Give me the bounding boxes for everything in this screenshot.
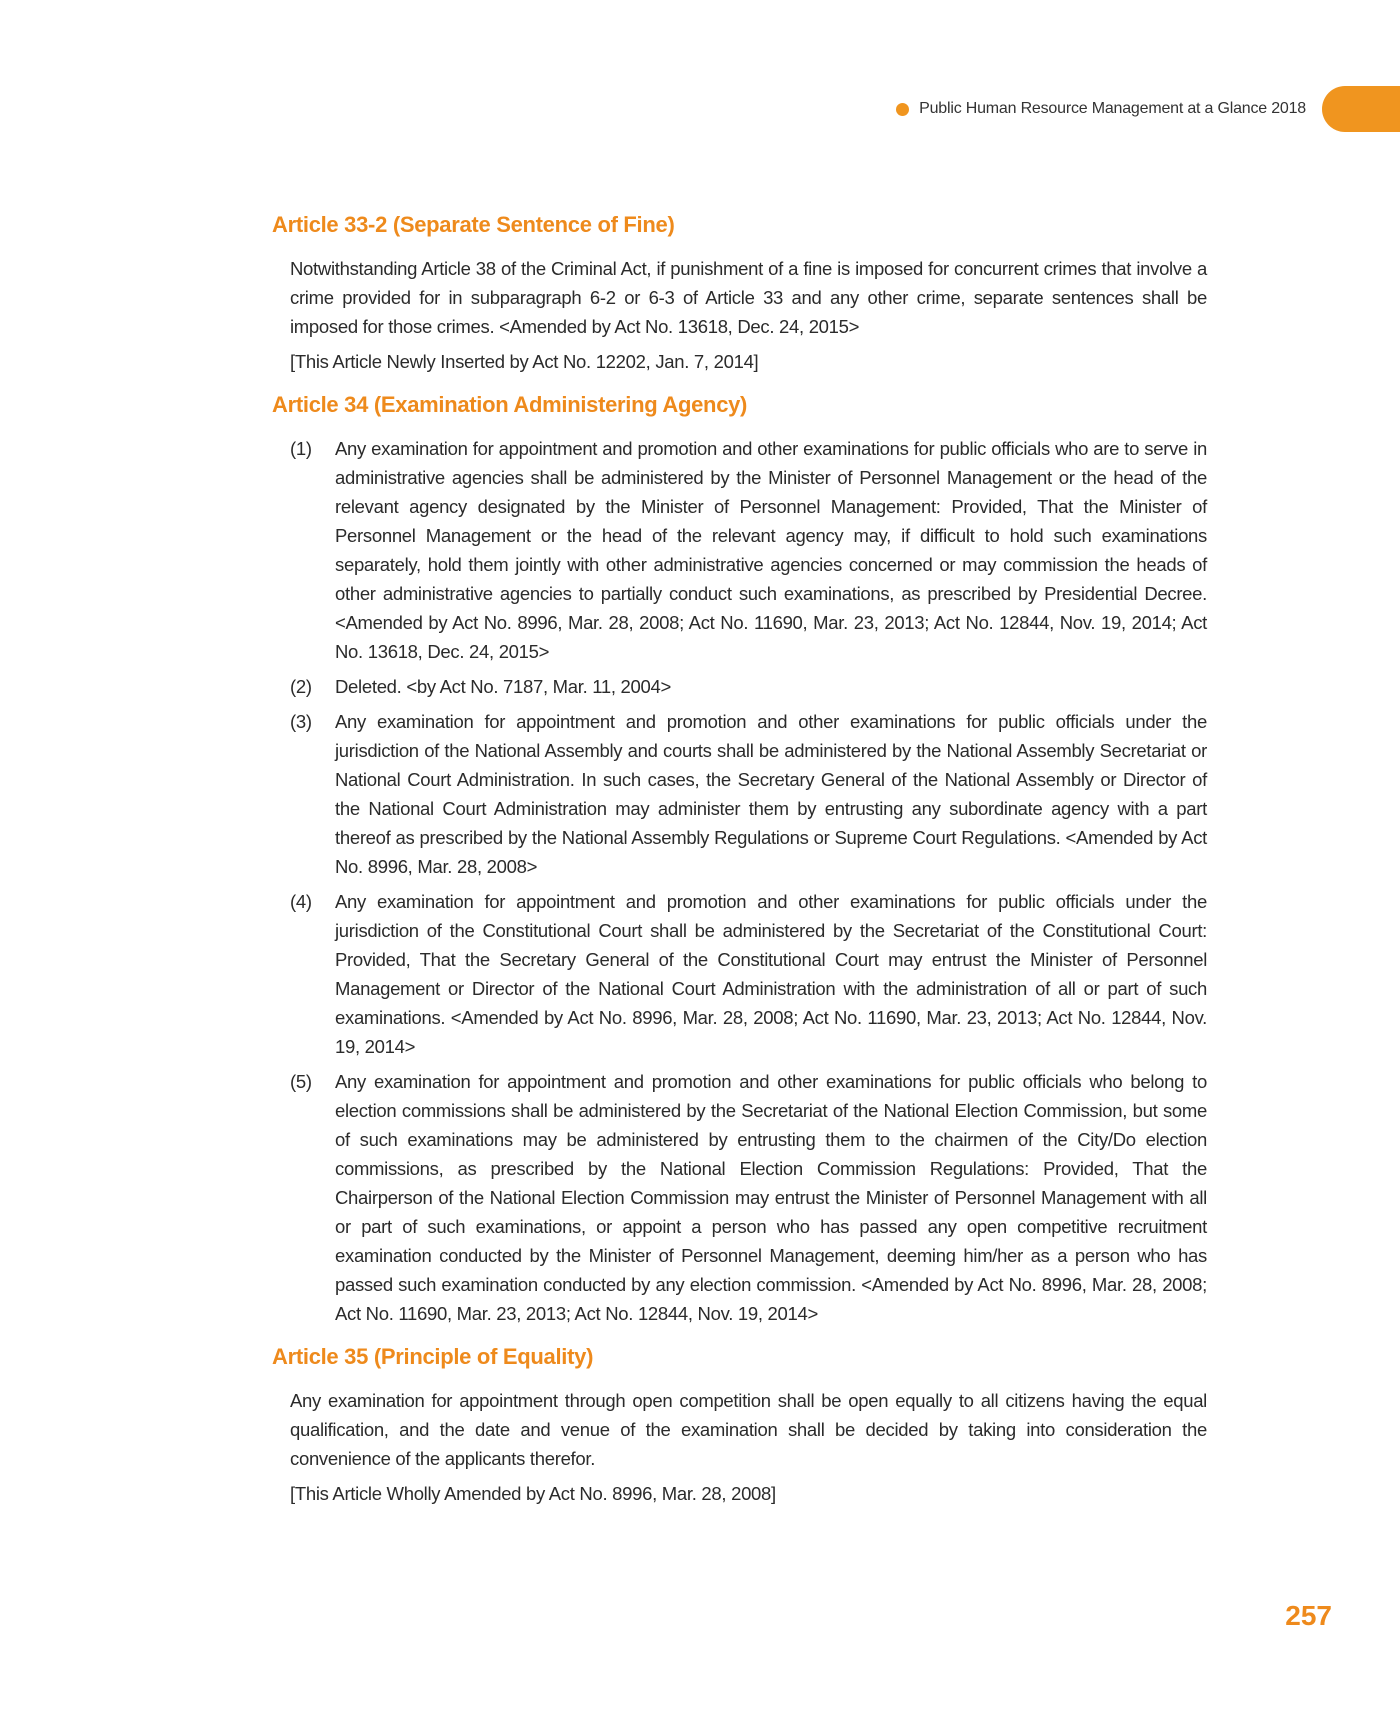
page-number: 257 [1285, 1600, 1332, 1631]
item-text: Any examination for appointment and promotion and other examinations for public officials under the jurisdiction of the National Assembly and courts shall be administered by the National Assembly Secretariat or National Court Administration. In such cases, the Secretary General of the National Assembly or Director of the National Court Administration may administer them by entrusting any subordinate agency with a part thereof as prescribed by the National Assembly Regulations or Supreme Court Regulations. <Amended by Act No. 8996, Mar. 28, 2008> [335, 711, 1207, 877]
article-heading: Article 35 (Principle of Equality) [272, 1344, 594, 1369]
item-number: (2) [290, 676, 312, 697]
item-text: Deleted. <by Act No. 7187, Mar. 11, 2004> [335, 676, 672, 697]
page-content [272, 212, 1207, 1524]
article-33-2 [272, 212, 1207, 376]
list-item [290, 672, 1207, 701]
article-note: [This Article Wholly Amended by Act No. 8996, Mar. 28, 2008] [290, 1483, 776, 1504]
item-text: Any examination for appointment and promotion and other examinations for public officials who are to serve in administrative agencies shall be administered by the Minister of Personnel Management or the head of the relevant agency designated by the Minister of Personnel Management: Provided, That the Minister of Personnel Management or the head of the relevant agency may, if difficult to hold such examinations separately, hold them jointly with other administrative agencies concerned or may commission the heads of other administrative agencies to partially conduct such examinations, as prescribed by Presidential Decree. <Amended by Act No. 8996, Mar. 28, 2008; Act No. 11690, Mar. 23, 2013; Act No. 12844, Nov. 19, 2014; Act No. 13618, Dec. 24, 2015> [335, 438, 1207, 662]
item-number: (1) [290, 438, 312, 459]
article-note: [This Article Newly Inserted by Act No. 12202, Jan. 7, 2014] [290, 351, 759, 372]
running-header-title: Public Human Resource Management at a Glance 2018 [919, 100, 1306, 117]
chapter-tab [1322, 86, 1400, 132]
article-body: Notwithstanding Article 38 of the Criminal Act, if punishment of a fine is imposed for concurrent crimes that involve a crime provided for in subparagraph 6-2 or 6-3 of Article 33 and any other crime, separate sentences shall be imposed for those crimes. <Amended by Act No. 13618, Dec. 24, 2015> [290, 258, 1207, 337]
item-number: (4) [290, 891, 312, 912]
list-item [290, 887, 1207, 1061]
list-item [290, 707, 1207, 881]
list-item [290, 434, 1207, 666]
article-35 [272, 1344, 1207, 1508]
bullet-dot-icon [896, 103, 909, 116]
article-34 [272, 392, 1207, 1328]
list-item [290, 1067, 1207, 1328]
item-number: (3) [290, 711, 312, 732]
article-heading: Article 34 (Examination Administering Agency) [272, 392, 748, 417]
article-body: Any examination for appointment through open competition shall be open equally to all citizens having the equal qualification, and the date and venue of the examination shall be decided by taking into consideration the convenience of the applicants therefor. [290, 1390, 1207, 1469]
item-text: Any examination for appointment and promotion and other examinations for public officials who belong to election commissions shall be administered by the Secretariat of the National Election Commission, but some of such examinations may be administered by entrusting them to the chairmen of the City/Do election commissions, as prescribed by the National Election Commission Regulations: Provided, That the Chairperson of the National Election Commission may entrust the Minister of Personnel Management with all or part of such examinations, or appoint a person who has passed any open competitive recruitment examination conducted by the Minister of Personnel Management, deeming him/her as a person who has passed such examination conducted by any election commission. <Amended by Act No. 8996, Mar. 28, 2008; Act No. 11690, Mar. 23, 2013; Act No. 12844, Nov. 19, 2014> [335, 1071, 1207, 1324]
item-text: Any examination for appointment and promotion and other examinations for public officials under the jurisdiction of the Constitutional Court shall be administered by the Secretariat of the Constitutional Court: Provided, That the Secretary General of the Constitutional Court may entrust the Minister of Personnel Management or Director of the National Court Administration with the administration of all or part of such examinations. <Amended by Act No. 8996, Mar. 28, 2008; Act No. 11690, Mar. 23, 2013; Act No. 12844, Nov. 19, 2014> [335, 891, 1207, 1057]
running-header [896, 88, 1400, 130]
item-number: (5) [290, 1071, 312, 1092]
paragraph-list [272, 434, 1207, 1328]
article-heading: Article 33-2 (Separate Sentence of Fine) [272, 212, 675, 237]
